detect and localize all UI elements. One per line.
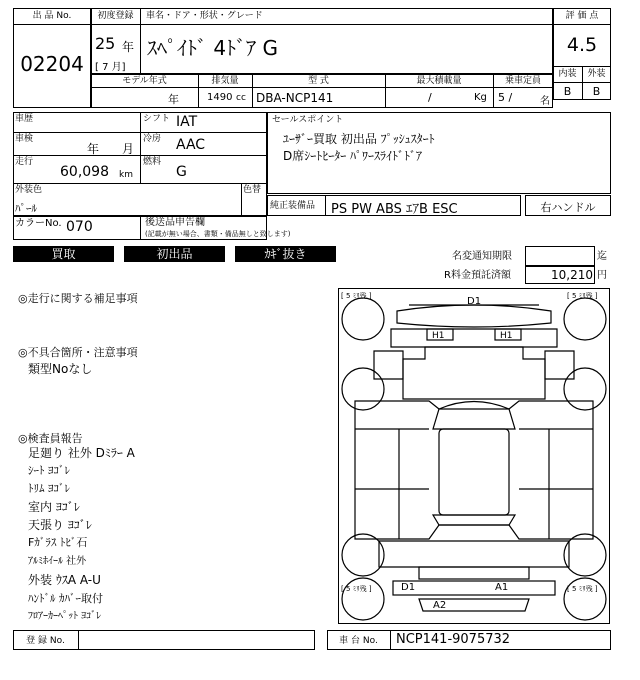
color-no-value: 070: [66, 219, 93, 235]
sales-point-line1: ﾕｰｻﾞｰ買取 初出品 ﾌﾟｯｼｭｽﾀｰﾄ: [283, 132, 435, 146]
tire-front-left-side: [342, 368, 384, 410]
mark-right-front: H1: [500, 331, 513, 341]
tag-first-listing: 初出品: [124, 246, 225, 262]
trunk: [379, 541, 569, 567]
later-docs-label: 後送品申告欄: [145, 217, 205, 228]
tire-label-rl: [ 5 ﾐﾘ残 ]: [341, 585, 372, 593]
fuel-value: G: [176, 164, 187, 180]
max-load-slash: /: [428, 91, 432, 104]
sales-point-line2: D席ｼｰﾄﾋｰﾀｰ ﾊﾟﾜｰｽﾗｲﾄﾞﾄﾞｱ: [283, 149, 423, 163]
shift-value: IAT: [176, 114, 198, 130]
tire-rear-left-side: [342, 534, 384, 576]
displacement-value: 1490: [207, 92, 233, 103]
mark-front-bumper: D1: [467, 296, 482, 307]
tire-front-right-side: [564, 368, 606, 410]
rating-divider: [553, 24, 611, 25]
lot-divider: [13, 24, 91, 25]
fuel-label: 燃料: [143, 157, 162, 167]
mark-rear-left: D1: [401, 582, 416, 593]
first-reg-divider: [140, 8, 141, 24]
tire-label-fl: [ 5 ﾐﾘ残 ]: [341, 292, 372, 300]
cc-unit: cc: [236, 93, 246, 103]
year-unit: 年: [122, 40, 135, 54]
inspector-line: ﾊﾝﾄﾞﾙ ｶﾊﾞｰ取付: [28, 592, 103, 605]
inspector-line: ﾄﾘﾑ ﾖｺﾞﾚ: [28, 482, 70, 495]
mark-rear-center: A1: [495, 582, 509, 593]
lot-label: 出 品 No.: [32, 11, 72, 21]
inspector-line: 足廻り 社外 Dﾐﾗｰ A: [28, 446, 135, 460]
mark-rear-bumper: A2: [433, 600, 447, 611]
chassis-value: NCP141-9075732: [396, 632, 511, 647]
tire-label-fr: [ 5 ﾐﾘ残 ]: [567, 292, 598, 300]
registration-col: [78, 630, 79, 650]
tire-front-left: [342, 298, 384, 340]
aircon-label: 冷房: [143, 134, 162, 144]
sales-points-label: セールスポイント: [272, 115, 344, 125]
later-docs-note: (記載が無い場合、書類・備品無しと致します): [145, 230, 291, 238]
exterior-grade: B: [592, 85, 601, 98]
spec-row3: [13, 183, 267, 184]
person-unit: 名: [540, 96, 550, 107]
max-load-label: 最大積載量: [416, 76, 462, 86]
inspection-month-unit: 月: [122, 142, 135, 156]
inspector-title: ◎検査員報告: [18, 432, 83, 445]
lot-number: 02204: [20, 52, 84, 76]
model-year-unit: 年: [168, 93, 179, 106]
color-no-col: [140, 216, 141, 240]
era-year: 25: [95, 34, 116, 53]
tag-key-removed: ｶｷﾞ抜き: [235, 246, 336, 262]
driving-notes-title: ◎走行に関する補足事項: [18, 292, 138, 305]
model-code: DBA-NCP141: [256, 91, 334, 105]
mileage-value: 60,098: [60, 164, 109, 180]
car-diagram: [338, 288, 610, 624]
rear-window: [433, 515, 515, 525]
color-no-label: カラーNo.: [15, 218, 62, 229]
exterior-color: ﾊﾟｰﾙ: [15, 202, 37, 215]
tire-front-right: [564, 298, 606, 340]
reg-month: [ 7 月]: [95, 62, 126, 73]
tag-kaitori: 買取: [13, 246, 114, 262]
equipment-label: 純正装備品: [270, 201, 316, 211]
color-change-col: [241, 183, 242, 216]
capacity-value: 5 /: [498, 91, 513, 104]
equipment-col: [325, 195, 326, 216]
name-change-label: 名変通知期限: [452, 251, 512, 262]
body-side: [355, 401, 593, 539]
tire-label-rr: [ 5 ﾐﾘ残 ]: [567, 585, 598, 593]
mileage-label: 走行: [15, 157, 34, 167]
name-change-suffix: 迄: [597, 251, 607, 262]
model-year-label: モデル年式: [122, 76, 167, 86]
model-row-divider: [91, 87, 553, 88]
front-panel: [391, 329, 557, 347]
shift-label: シフト: [143, 114, 171, 124]
hood-area: [403, 347, 545, 399]
car-name-label: 車名・ドア・形状・グレード: [146, 11, 263, 21]
front-bumper: [397, 305, 551, 327]
aircon-value: AAC: [176, 137, 206, 153]
rating-label: 評 価 点: [565, 11, 599, 21]
inspector-line: ﾌﾛｱｰｶｰﾍﾟｯﾄ ﾖｺﾞﾚ: [28, 611, 102, 622]
chassis-col: [390, 630, 391, 650]
exterior-color-label: 外装色: [15, 185, 43, 195]
exterior-label: 外装: [587, 69, 606, 79]
recycle-label: R料金預託済額: [444, 270, 511, 281]
era-divider: [140, 24, 141, 74]
inspection-year-unit: 年: [87, 142, 100, 156]
mark-left-front: H1: [432, 331, 445, 341]
mileage-unit: km: [119, 170, 133, 180]
chassis-label: 車 台 No.: [339, 636, 378, 646]
inspector-line: 天張り ﾖｺﾞﾚ: [28, 518, 92, 532]
car-name-divider: [91, 24, 553, 25]
registration-label: 登 録 No.: [26, 636, 65, 646]
car-name: ｽﾍﾟｲﾄﾞ 4ﾄﾞｱ G: [147, 36, 278, 60]
inspector-line: 室内 ﾖｺﾞﾚ: [28, 500, 80, 514]
first-reg-label: 初度登録: [97, 11, 134, 21]
capacity-label: 乗車定員: [504, 76, 541, 86]
roof: [439, 429, 509, 515]
rear-bumper: [393, 581, 555, 595]
spec-col: [140, 112, 141, 183]
name-change-box: [525, 246, 595, 266]
windshield: [433, 402, 515, 430]
inspector-line: ｼｰﾄ ﾖｺﾞﾚ: [28, 464, 70, 477]
inspector-line: 外装 ｳｽA A-U: [28, 573, 101, 587]
rating-value: 4.5: [566, 34, 598, 56]
recycle-unit: 円: [597, 270, 607, 281]
defects-title: ◎不具合箇所・注意事項: [18, 346, 138, 359]
defects-line: 類型Noなし: [28, 362, 93, 376]
tire-rear-right-side: [564, 534, 606, 576]
type-label: 型 式: [308, 76, 329, 86]
inspection-label: 車検: [15, 134, 34, 144]
equipment-items: PS PW ABS ｴｱB ESC: [331, 202, 458, 217]
inspector-line: ｱﾙﾐﾎｲｰﾙ 社外: [28, 556, 87, 567]
color-change-label: 色替: [243, 185, 262, 195]
recycle-value: 10,210: [551, 268, 593, 282]
kg-unit: Kg: [474, 92, 487, 103]
drive-side: 右ハンドル: [540, 201, 596, 214]
car-outline-svg: [339, 289, 609, 623]
interior-grade: B: [563, 85, 572, 98]
history-label: 車歴: [15, 114, 34, 124]
inspector-line: Fｶﾞﾗｽ ﾄﾋﾞ石: [28, 536, 88, 549]
interior-label: 内装: [558, 69, 577, 79]
displacement-label: 排気量: [211, 76, 239, 86]
